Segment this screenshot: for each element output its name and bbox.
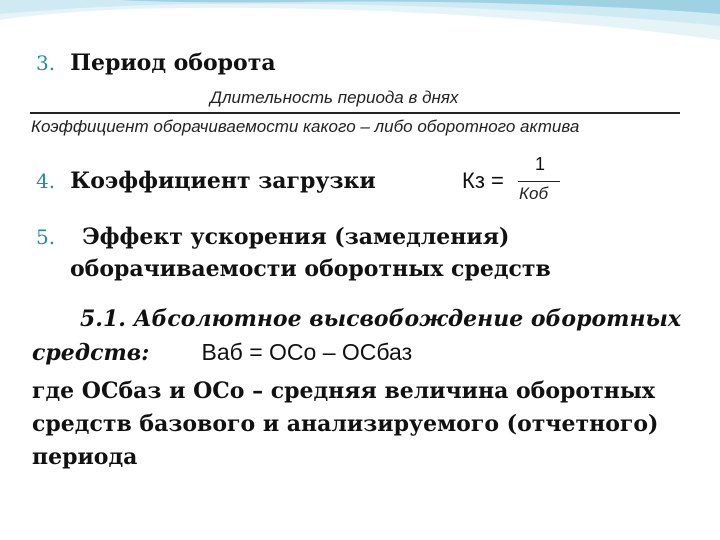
formula-1-denominator: Коэффициент оборачиваемости какого – либо оборотного актива — [31, 117, 580, 136]
item-5 — [36, 224, 509, 250]
formula-3: Ваб = ОСо – ОСбаз — [201, 339, 413, 365]
item-4 — [36, 168, 376, 194]
item-3 — [36, 50, 276, 76]
item-4-title: Коэффициент загрузки — [70, 168, 376, 194]
formula-1-fraction-line — [30, 112, 680, 114]
item-5-number: 5. — [36, 225, 56, 249]
formula-1-numerator: Длительность периода в днях — [210, 88, 459, 107]
item-3-number: 3. — [36, 51, 56, 75]
item-4-number: 4. — [36, 169, 56, 193]
formula-2-fraction-line — [518, 181, 560, 182]
item-5-1-line-2 — [32, 339, 412, 366]
formula-2-lhs — [462, 168, 504, 194]
formula-2-denominator: Коб — [519, 184, 549, 203]
formula-2-kz: Кз — [462, 168, 485, 193]
formula-2-numerator: 1 — [535, 154, 546, 174]
where-line-2: средств базового и анализируемого (отчетного) — [32, 411, 659, 437]
where-line-3: периода — [32, 444, 138, 470]
formula-2-equals: = — [491, 168, 504, 193]
where-paragraph — [32, 375, 672, 474]
item-5-line-1: Эффект ускорения (замедления) — [82, 224, 510, 250]
item-5-1-line-1: 5.1. Абсолютное высвобождение оборотных — [80, 306, 681, 332]
item-5-line-2: оборачиваемости оборотных средств — [70, 256, 551, 282]
item-3-title: Период оборота — [70, 50, 276, 76]
item-5-1-label: средств: — [32, 340, 150, 366]
where-line-1: где ОСбаз и ОСо – средняя величина оборотных — [32, 378, 655, 404]
